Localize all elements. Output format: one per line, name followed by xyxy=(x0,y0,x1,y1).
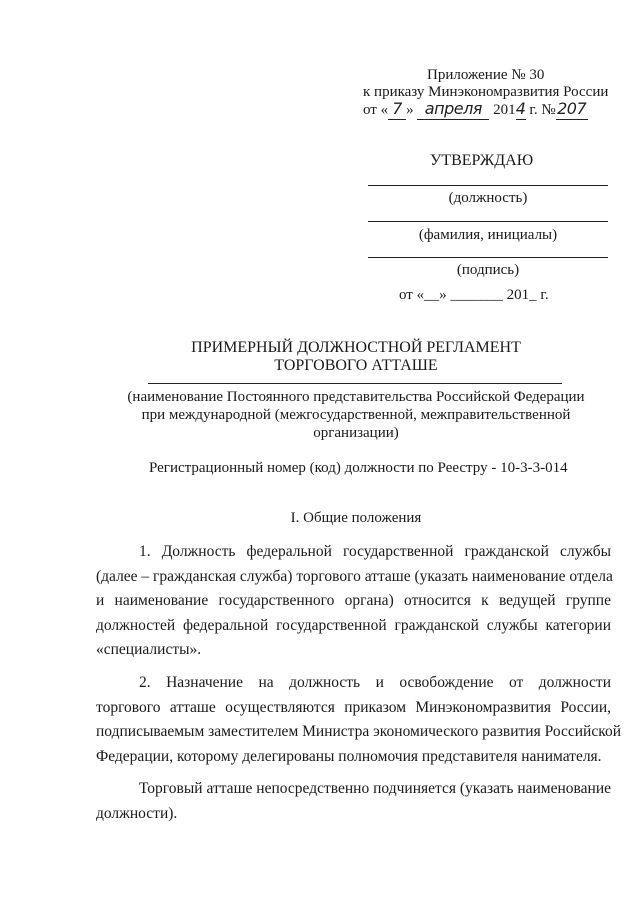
organization-line xyxy=(148,383,562,384)
order-date-month: апреля xyxy=(417,100,489,120)
order-date-prefix: от « xyxy=(363,102,389,118)
document-title-line1: ПРИМЕРНЫЙ ДОЛЖНОСТНОЙ РЕГЛАМЕНТ xyxy=(191,339,521,356)
order-number-label: г. № xyxy=(529,102,556,118)
document-title-line2: ТОРГОВОГО АТТАШЕ xyxy=(274,357,438,374)
position-label: (должность) xyxy=(448,190,528,206)
approval-title: УТВЕРЖДАЮ xyxy=(430,152,534,169)
order-number: 207 xyxy=(557,99,587,118)
paragraph-1 xyxy=(96,540,611,663)
paragraph-1-line-1: 1. Должность федеральной государственной гражданской службы xyxy=(139,543,611,560)
name-label: (фамилия, инициалы) xyxy=(418,227,558,243)
paragraph-2-line-1: 2. Назначение на должность и освобождение от должности xyxy=(139,674,611,691)
paragraph-2-line-2: торгового атташе осуществляются приказом Минэкономразвития России, xyxy=(96,698,611,716)
order-date-year: 2014 xyxy=(493,99,526,118)
name-line xyxy=(368,221,608,222)
approval-date: от «__» _______ 201_ г. xyxy=(399,287,549,303)
paragraph-3-line-1: Торговый атташе непосредственно подчиняется (указать наименование xyxy=(139,780,611,797)
organization-label-line1: (наименование Постоянного представительства Российской Федерации xyxy=(127,389,585,405)
organization-label-line3: организации) xyxy=(313,425,399,441)
appendix-number: Приложение № 30 xyxy=(427,67,545,83)
paragraph-2 xyxy=(96,671,621,769)
signature-label: (подпись) xyxy=(456,262,520,278)
paragraph-2-line-3: подписываемым заместителем Министра экономического развития Российской xyxy=(96,723,621,740)
order-reference: к приказу Минэкономразвития России xyxy=(363,84,609,100)
organization-label-line2: при международной (межгосударственной, межправительственной xyxy=(141,407,571,423)
registry-number: Регистрационный номер (код) должности по Реестру - 10-3-3-014 xyxy=(149,460,568,476)
section-heading: I. Общие положения xyxy=(290,510,422,526)
paragraph-1-line-3: и наименование государственного органа) относится к ведущей группе xyxy=(96,592,611,609)
order-date-line xyxy=(363,100,588,120)
position-line xyxy=(368,185,608,186)
paragraph-3 xyxy=(96,777,611,826)
order-date-day: 7 xyxy=(388,100,406,120)
paragraph-3-line-2: должности). xyxy=(96,804,178,822)
paragraph-1-line-4: должностей федеральной государственной гражданской службы категории xyxy=(96,616,611,634)
order-date-mid: » xyxy=(406,102,414,118)
paragraph-1-line-2: (далее – гражданская служба) торгового атташе (указать наименование отдела xyxy=(96,567,613,585)
paragraph-1-line-5: «специалисты». xyxy=(96,641,202,658)
paragraph-2-line-4: Федерации, которому делегированы полномочия представителя нанимателя. xyxy=(96,747,602,765)
signature-line xyxy=(368,257,608,258)
